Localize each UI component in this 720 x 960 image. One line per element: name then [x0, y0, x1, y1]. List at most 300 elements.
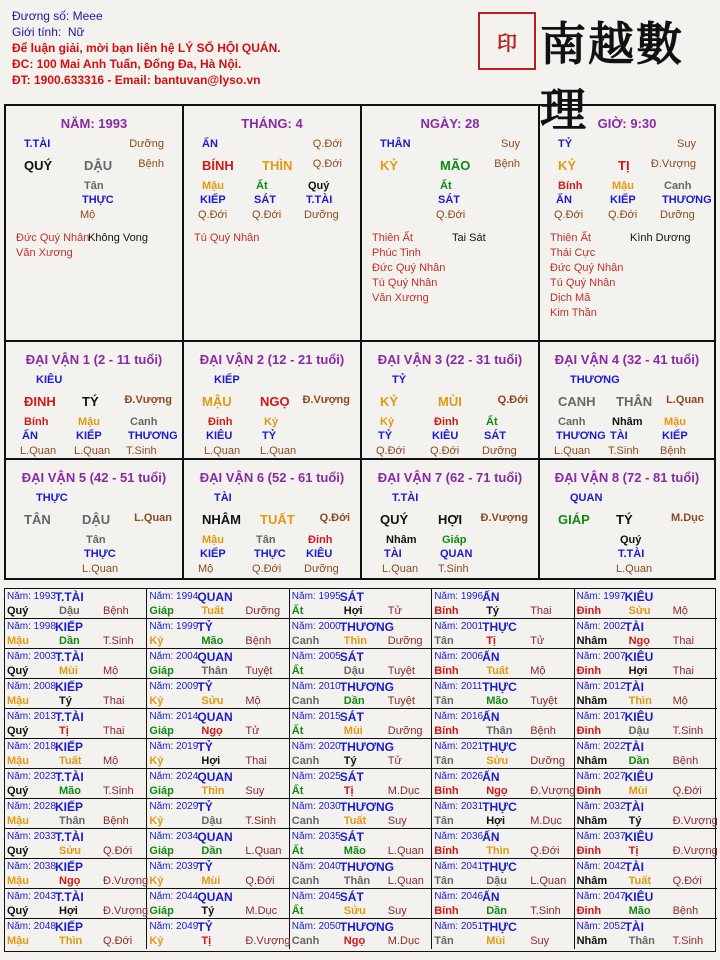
pillar-branch: THÌN	[262, 158, 293, 173]
year-cell	[575, 589, 717, 619]
year-cell	[432, 709, 574, 739]
year-branch: Tuất	[59, 755, 82, 767]
hidden-god: SÁT	[254, 194, 276, 206]
year-cell	[290, 709, 432, 739]
year-cell	[290, 919, 432, 949]
hidden-stem: Mậu	[202, 180, 224, 192]
year-cell	[5, 799, 147, 829]
year-branch: Sửu	[343, 905, 366, 917]
star-item: Văn Xương	[16, 247, 73, 259]
year-cell	[5, 679, 147, 709]
hidden-stage: Dưỡng	[304, 209, 339, 221]
year-stage: Đ.Vượng	[103, 875, 149, 887]
year-branch: Tuất	[201, 605, 224, 617]
year-cell	[5, 619, 147, 649]
year-stem: Canh	[291, 815, 320, 827]
year-god: SÁT	[339, 770, 364, 784]
dai-van-stage: Đ.Vượng	[480, 512, 528, 524]
year-branch: Hợi	[628, 665, 648, 677]
year-stem: Kỷ	[149, 755, 164, 767]
hidden-stage: Q.Đới	[608, 209, 638, 221]
dai-van-title: ĐẠI VẬN 4 (32 - 41 tuổi)	[554, 352, 700, 367]
dai-van-cell	[184, 342, 362, 460]
pillar-god: ẤN	[202, 138, 218, 150]
year-stage: M.Dục	[387, 785, 420, 797]
year-branch: Thìn	[59, 935, 83, 947]
pillar-title: GIỜ: 9:30	[597, 116, 657, 131]
dai-van-stage: Đ.Vượng	[302, 394, 350, 406]
year-stem: Quý	[7, 845, 29, 857]
year-stem: Bính	[434, 845, 459, 857]
year-branch: Mão	[201, 635, 224, 647]
year-cell	[432, 589, 574, 619]
year-branch: Tuất	[628, 875, 651, 887]
gioi-tinh-label: Giới tính:	[12, 25, 62, 39]
hidden-stage: L.Quan	[74, 445, 111, 457]
year-label: Năm: 2016	[434, 711, 484, 722]
year-label: Năm: 1994	[149, 591, 199, 602]
dai-van-stage: Đ.Vượng	[124, 394, 172, 406]
hidden-stage: Bệnh	[660, 445, 686, 457]
dai-van-stem: TÂN	[24, 512, 51, 527]
year-god: TỶ	[197, 800, 213, 814]
year-cell	[432, 619, 574, 649]
hidden-stem: Nhâm	[612, 416, 643, 428]
dai-van-stage: L.Quan	[666, 394, 704, 406]
year-branch: Thìn	[201, 785, 225, 797]
year-stem: Nhâm	[576, 815, 608, 827]
year-stage: Q.Đới	[103, 935, 133, 947]
year-label: Năm: 2013	[7, 711, 56, 722]
year-cell	[5, 709, 147, 739]
year-cell	[575, 859, 717, 889]
year-stage: Suy	[530, 935, 550, 947]
year-stage: Bệnh	[672, 755, 699, 767]
year-god: TÀI	[624, 620, 644, 634]
year-stage: T.Sinh	[103, 785, 134, 797]
year-god: T.TÀI	[55, 710, 84, 724]
star-item-right: Không Vong	[88, 232, 148, 244]
year-stem: Nhâm	[576, 755, 608, 767]
pillar-stage-top: Suy	[501, 138, 520, 150]
hidden-god: ẤN	[22, 430, 38, 442]
star-item-right: Kình Dương	[630, 232, 691, 244]
year-cell	[575, 649, 717, 679]
year-stage: Tử	[387, 605, 402, 617]
year-cell	[575, 679, 717, 709]
hidden-stage: L.Quan	[20, 445, 57, 457]
address-line: ĐC: 100 Mai Anh Tuấn, Đống Đa, Hà Nội.	[12, 57, 242, 71]
year-branch: Mão	[59, 785, 81, 797]
year-god: THƯƠNG	[339, 620, 394, 634]
year-god: SÁT	[339, 710, 364, 724]
year-branch: Hợi	[343, 605, 363, 617]
pillar-title: THÁNG: 4	[241, 116, 303, 131]
year-label: Năm: 2039	[149, 861, 199, 872]
year-god: THƯƠNG	[339, 800, 394, 814]
year-god: THƯƠNG	[339, 740, 394, 754]
year-stem: Nhâm	[576, 935, 608, 947]
year-stage: Đ.Vượng	[530, 785, 576, 797]
year-god: THỰC	[482, 800, 517, 814]
year-stem: Bính	[434, 605, 459, 617]
hidden-stem: Quý	[620, 534, 642, 546]
duong-so-label: Đương số:	[12, 9, 70, 23]
year-cell	[290, 649, 432, 679]
year-branch: Tị	[201, 935, 212, 947]
year-god: THỰC	[482, 620, 517, 634]
seal-stamp	[478, 12, 536, 70]
hidden-god: KIÊU	[306, 548, 333, 560]
year-label: Năm: 2033	[7, 831, 56, 842]
year-god: SÁT	[339, 590, 364, 604]
dai-van-stem: ĐINH	[24, 394, 56, 409]
hidden-stem: Tân	[86, 534, 106, 546]
year-god: QUAN	[197, 710, 233, 724]
year-stage: M.Dục	[387, 935, 420, 947]
year-stem: Quý	[7, 785, 29, 797]
year-stem: Canh	[291, 935, 320, 947]
year-branch: Mùi	[59, 665, 78, 677]
year-label: Năm: 2004	[149, 651, 199, 662]
year-god: TỶ	[197, 860, 213, 874]
year-label: Năm: 2020	[291, 741, 341, 752]
star-item: Phúc Tinh	[372, 247, 421, 259]
star-item: Đức Quý Nhân	[372, 262, 446, 274]
pillar-cell	[362, 106, 540, 342]
year-stage: T.Sinh	[672, 725, 704, 737]
year-stem: Đinh	[576, 845, 602, 857]
dai-van-stem: CANH	[558, 394, 596, 409]
year-god: SÁT	[339, 830, 364, 844]
year-branch: Thân	[201, 665, 228, 677]
year-stem: Nhâm	[576, 695, 608, 707]
dai-van-title: ĐẠI VẬN 6 (52 - 61 tuổi)	[199, 470, 345, 485]
year-branch: Hợi	[201, 755, 221, 767]
star-item: Thiên Ất	[550, 232, 591, 244]
pillar-cell	[184, 106, 362, 342]
year-label: Năm: 2001	[434, 621, 484, 632]
pillar-stem: KỶ	[558, 158, 577, 173]
year-stem: Giáp	[149, 725, 174, 737]
year-stage: Bệnh	[530, 725, 556, 737]
year-cell	[147, 619, 289, 649]
chart-grid	[4, 104, 716, 580]
year-stem: Mậu	[7, 935, 29, 947]
year-cell	[432, 679, 574, 709]
year-cell	[575, 799, 717, 829]
year-label: Năm: 2044	[149, 891, 199, 902]
dai-van-god: QUAN	[570, 492, 603, 504]
pillar-stem: KỶ	[380, 158, 399, 173]
hidden-stem: Canh	[664, 180, 692, 192]
dai-van-stage: L.Quan	[134, 512, 172, 524]
year-stage: Dưỡng	[387, 635, 423, 647]
year-branch: Tý	[486, 605, 500, 617]
year-stem: Ất	[291, 725, 304, 737]
year-stage: Mộ	[672, 695, 688, 707]
star-item: Đức Quý Nhân	[550, 262, 624, 274]
year-cell	[147, 889, 289, 919]
year-god: TÀI	[624, 680, 644, 694]
hidden-god: KIÊU	[206, 430, 233, 442]
hidden-stem: Canh	[558, 416, 586, 428]
year-god: THƯƠNG	[339, 860, 394, 874]
hidden-stage: Dưỡng	[304, 563, 339, 575]
hidden-stem: Tân	[256, 534, 276, 546]
year-god: TỶ	[197, 620, 213, 634]
year-god: TỶ	[197, 920, 213, 934]
hidden-god: KIÊU	[432, 430, 459, 442]
hidden-god: SÁT	[484, 430, 506, 442]
year-branch: Ngọ	[343, 935, 366, 947]
year-god: KIÊU	[624, 890, 654, 904]
year-god: T.TÀI	[55, 770, 84, 784]
year-stage: M.Dục	[245, 905, 278, 917]
year-label: Năm: 2024	[149, 771, 199, 782]
year-stage: Mộ	[245, 695, 261, 707]
year-label: Năm: 2042	[576, 861, 626, 872]
year-branch: Thân	[343, 875, 371, 887]
year-god: KIẾP	[55, 920, 84, 934]
year-stage: T.Sinh	[245, 815, 276, 827]
year-stem: Kỷ	[149, 935, 164, 947]
year-cell	[575, 739, 717, 769]
hidden-stem: Mậu	[664, 416, 686, 428]
year-label: Năm: 2005	[291, 651, 341, 662]
year-branch: Mùi	[486, 935, 506, 947]
year-stem: Ất	[291, 905, 304, 917]
year-label: Năm: 1995	[291, 591, 341, 602]
hidden-god: SÁT	[438, 194, 460, 206]
hidden-god: T.TÀI	[306, 194, 333, 206]
year-branch: Sửu	[59, 845, 82, 857]
hidden-god: KIẾP	[662, 430, 688, 442]
year-stem: Quý	[7, 725, 29, 737]
dai-van-god: KIẾP	[214, 374, 240, 386]
star-item: Tú Quý Nhân	[194, 232, 260, 244]
year-label: Năm: 2036	[434, 831, 484, 842]
hidden-stage: Q.Đới	[376, 445, 406, 457]
year-god: ẤN	[482, 590, 500, 604]
year-cell	[575, 889, 717, 919]
dai-van-cell	[184, 460, 362, 578]
phone-email-line: ĐT: 1900.633316 - Email: bantuvan@lyso.vn	[12, 73, 261, 87]
year-branch: Thìn	[343, 635, 368, 647]
year-stem: Đinh	[576, 665, 602, 677]
year-branch: Hợi	[486, 815, 506, 827]
year-cell	[432, 799, 574, 829]
star-item: Đức Quý Nhân	[16, 232, 90, 244]
year-god: TỶ	[197, 740, 213, 754]
year-branch: Tý	[343, 755, 357, 767]
year-cell	[5, 589, 147, 619]
hidden-stage: T.Sinh	[438, 563, 469, 575]
hidden-god: THƯƠNG	[556, 430, 606, 442]
year-cell	[147, 829, 289, 859]
duong-so-value: Meee	[72, 9, 103, 23]
year-stem: Ất	[291, 785, 304, 797]
year-branch: Dậu	[59, 605, 80, 617]
year-cell	[5, 739, 147, 769]
dai-van-branch: TUẤT	[260, 512, 295, 527]
dai-van-stem: GIÁP	[558, 512, 590, 527]
hidden-stage: Q.Đới	[436, 209, 466, 221]
year-cell	[147, 799, 289, 829]
year-cell	[290, 589, 432, 619]
hidden-stem: Ất	[440, 180, 452, 192]
year-cell	[147, 769, 289, 799]
star-item: Tú Quý Nhân	[372, 277, 438, 289]
year-branch: Tý	[59, 695, 72, 707]
dai-van-branch: THÂN	[616, 394, 653, 409]
year-god: QUAN	[197, 650, 233, 664]
year-stem: Tân	[434, 635, 454, 647]
year-god: ẤN	[482, 890, 500, 904]
year-stem: Đinh	[576, 785, 602, 797]
year-branch: Mùi	[201, 875, 221, 887]
year-god: KIÊU	[624, 770, 654, 784]
year-label: Năm: 2019	[149, 741, 199, 752]
hidden-stage: Mộ	[80, 209, 96, 221]
year-label: Năm: 2035	[291, 831, 341, 842]
year-stage: M.Dục	[530, 815, 562, 827]
year-god: ẤN	[482, 770, 500, 784]
year-stage: Bệnh	[245, 635, 272, 647]
year-label: Năm: 2008	[7, 681, 56, 692]
hidden-stage: L.Quan	[204, 445, 241, 457]
year-cell	[290, 889, 432, 919]
year-stem: Tân	[434, 935, 454, 947]
pillar-god: TỶ	[558, 138, 573, 150]
hidden-stem: Giáp	[442, 534, 467, 546]
year-god: TÀI	[624, 740, 644, 754]
year-branch: Dậu	[201, 815, 223, 827]
year-cell	[147, 859, 289, 889]
dai-van-title: ĐẠI VẬN 7 (62 - 71 tuổi)	[377, 470, 523, 485]
year-cell	[575, 709, 717, 739]
hidden-stage: Q.Đới	[252, 563, 282, 575]
year-stage: Dưỡng	[387, 725, 423, 737]
star-item: Kim Thần	[550, 307, 597, 319]
dai-van-title: ĐẠI VẬN 3 (22 - 31 tuổi)	[377, 352, 523, 367]
year-stage: Tử	[245, 725, 260, 737]
year-label: Năm: 2006	[434, 651, 484, 662]
year-label: Năm: 2045	[291, 891, 341, 902]
year-stem: Tân	[434, 695, 454, 707]
hidden-god: THỰC	[84, 548, 116, 560]
year-branch: Thân	[486, 725, 513, 737]
year-stage: Tuyệt	[245, 665, 273, 677]
year-cell	[5, 769, 147, 799]
year-stem: Bính	[434, 785, 459, 797]
dai-van-god: THỰC	[36, 492, 68, 504]
year-cell	[147, 739, 289, 769]
year-branch: Dần	[59, 635, 80, 647]
dai-van-cell	[362, 342, 540, 460]
year-label: Năm: 2031	[434, 801, 484, 812]
hidden-stem: Đinh	[434, 416, 459, 428]
year-stage: Thai	[245, 755, 267, 767]
year-stage: Thai	[530, 605, 552, 617]
hidden-stage: Dưỡng	[660, 209, 695, 221]
year-stem: Quý	[7, 905, 29, 917]
year-label: Năm: 2028	[7, 801, 56, 812]
year-god: TÀI	[624, 860, 644, 874]
year-stage: Tuyệt	[387, 665, 415, 677]
year-cell	[5, 919, 147, 949]
year-stem: Nhâm	[576, 635, 608, 647]
hidden-stem: Quý	[308, 180, 330, 192]
pillar-cell	[6, 106, 184, 342]
dai-van-cell	[6, 342, 184, 460]
year-label: Năm: 2040	[291, 861, 341, 872]
pillar-stage-top: Q.Đới	[312, 138, 342, 150]
year-stem: Quý	[7, 605, 29, 617]
year-branch: Dần	[628, 755, 650, 767]
year-god: SÁT	[339, 890, 364, 904]
year-stage: Dưỡng	[245, 605, 281, 617]
hidden-stage: L.Quan	[554, 445, 591, 457]
year-god: KIẾP	[55, 800, 84, 814]
pillar-god: THÂN	[380, 138, 411, 150]
year-god: QUAN	[197, 590, 233, 604]
year-stage: Q.Đới	[672, 875, 702, 887]
hidden-god: THỰC	[82, 194, 114, 206]
hidden-god: KIẾP	[610, 194, 636, 206]
year-god: THỰC	[482, 860, 517, 874]
year-god: KIẾP	[55, 860, 84, 874]
year-stage: T.Sinh	[530, 905, 561, 917]
year-branch: Mão	[628, 905, 651, 917]
star-item: Thiên Ất	[372, 232, 413, 244]
year-branch: Tị	[486, 635, 496, 647]
pillar-stem: QUÝ	[24, 158, 53, 173]
year-stage: Thai	[672, 665, 694, 677]
year-god: ẤN	[482, 710, 500, 724]
year-label: Năm: 2018	[7, 741, 56, 752]
dai-van-cell	[6, 460, 184, 578]
pillar-god: T.TÀI	[24, 138, 51, 150]
year-stage: Thai	[672, 635, 694, 647]
year-god: THỰC	[482, 740, 517, 754]
year-cell	[290, 799, 432, 829]
year-stage: T.Sinh	[672, 935, 704, 947]
year-label: Năm: 2012	[576, 681, 626, 692]
dai-van-cell	[540, 460, 714, 578]
year-branch: Dậu	[628, 725, 650, 737]
year-label: Năm: 2027	[576, 771, 626, 782]
year-label: Năm: 2000	[291, 621, 341, 632]
year-stem: Canh	[291, 635, 320, 647]
year-label: Năm: 1996	[434, 591, 484, 602]
year-god: TÀI	[624, 800, 644, 814]
hidden-god: KIẾP	[76, 430, 102, 442]
year-branch: Ngọ	[486, 785, 508, 797]
year-cell	[575, 619, 717, 649]
hidden-god: ẤN	[556, 194, 572, 206]
year-stem: Tân	[434, 755, 454, 767]
dai-van-stem: NHÂM	[202, 512, 241, 527]
year-label: Năm: 2010	[291, 681, 341, 692]
seal-glyph: 印	[497, 30, 517, 55]
year-cell	[290, 739, 432, 769]
pillar-stage: Đ.Vượng	[650, 158, 696, 170]
hidden-stage: Mộ	[198, 563, 214, 575]
star-item: Văn Xương	[372, 292, 429, 304]
year-label: Năm: 2050	[291, 921, 341, 932]
year-stage: Bệnh	[103, 605, 129, 617]
